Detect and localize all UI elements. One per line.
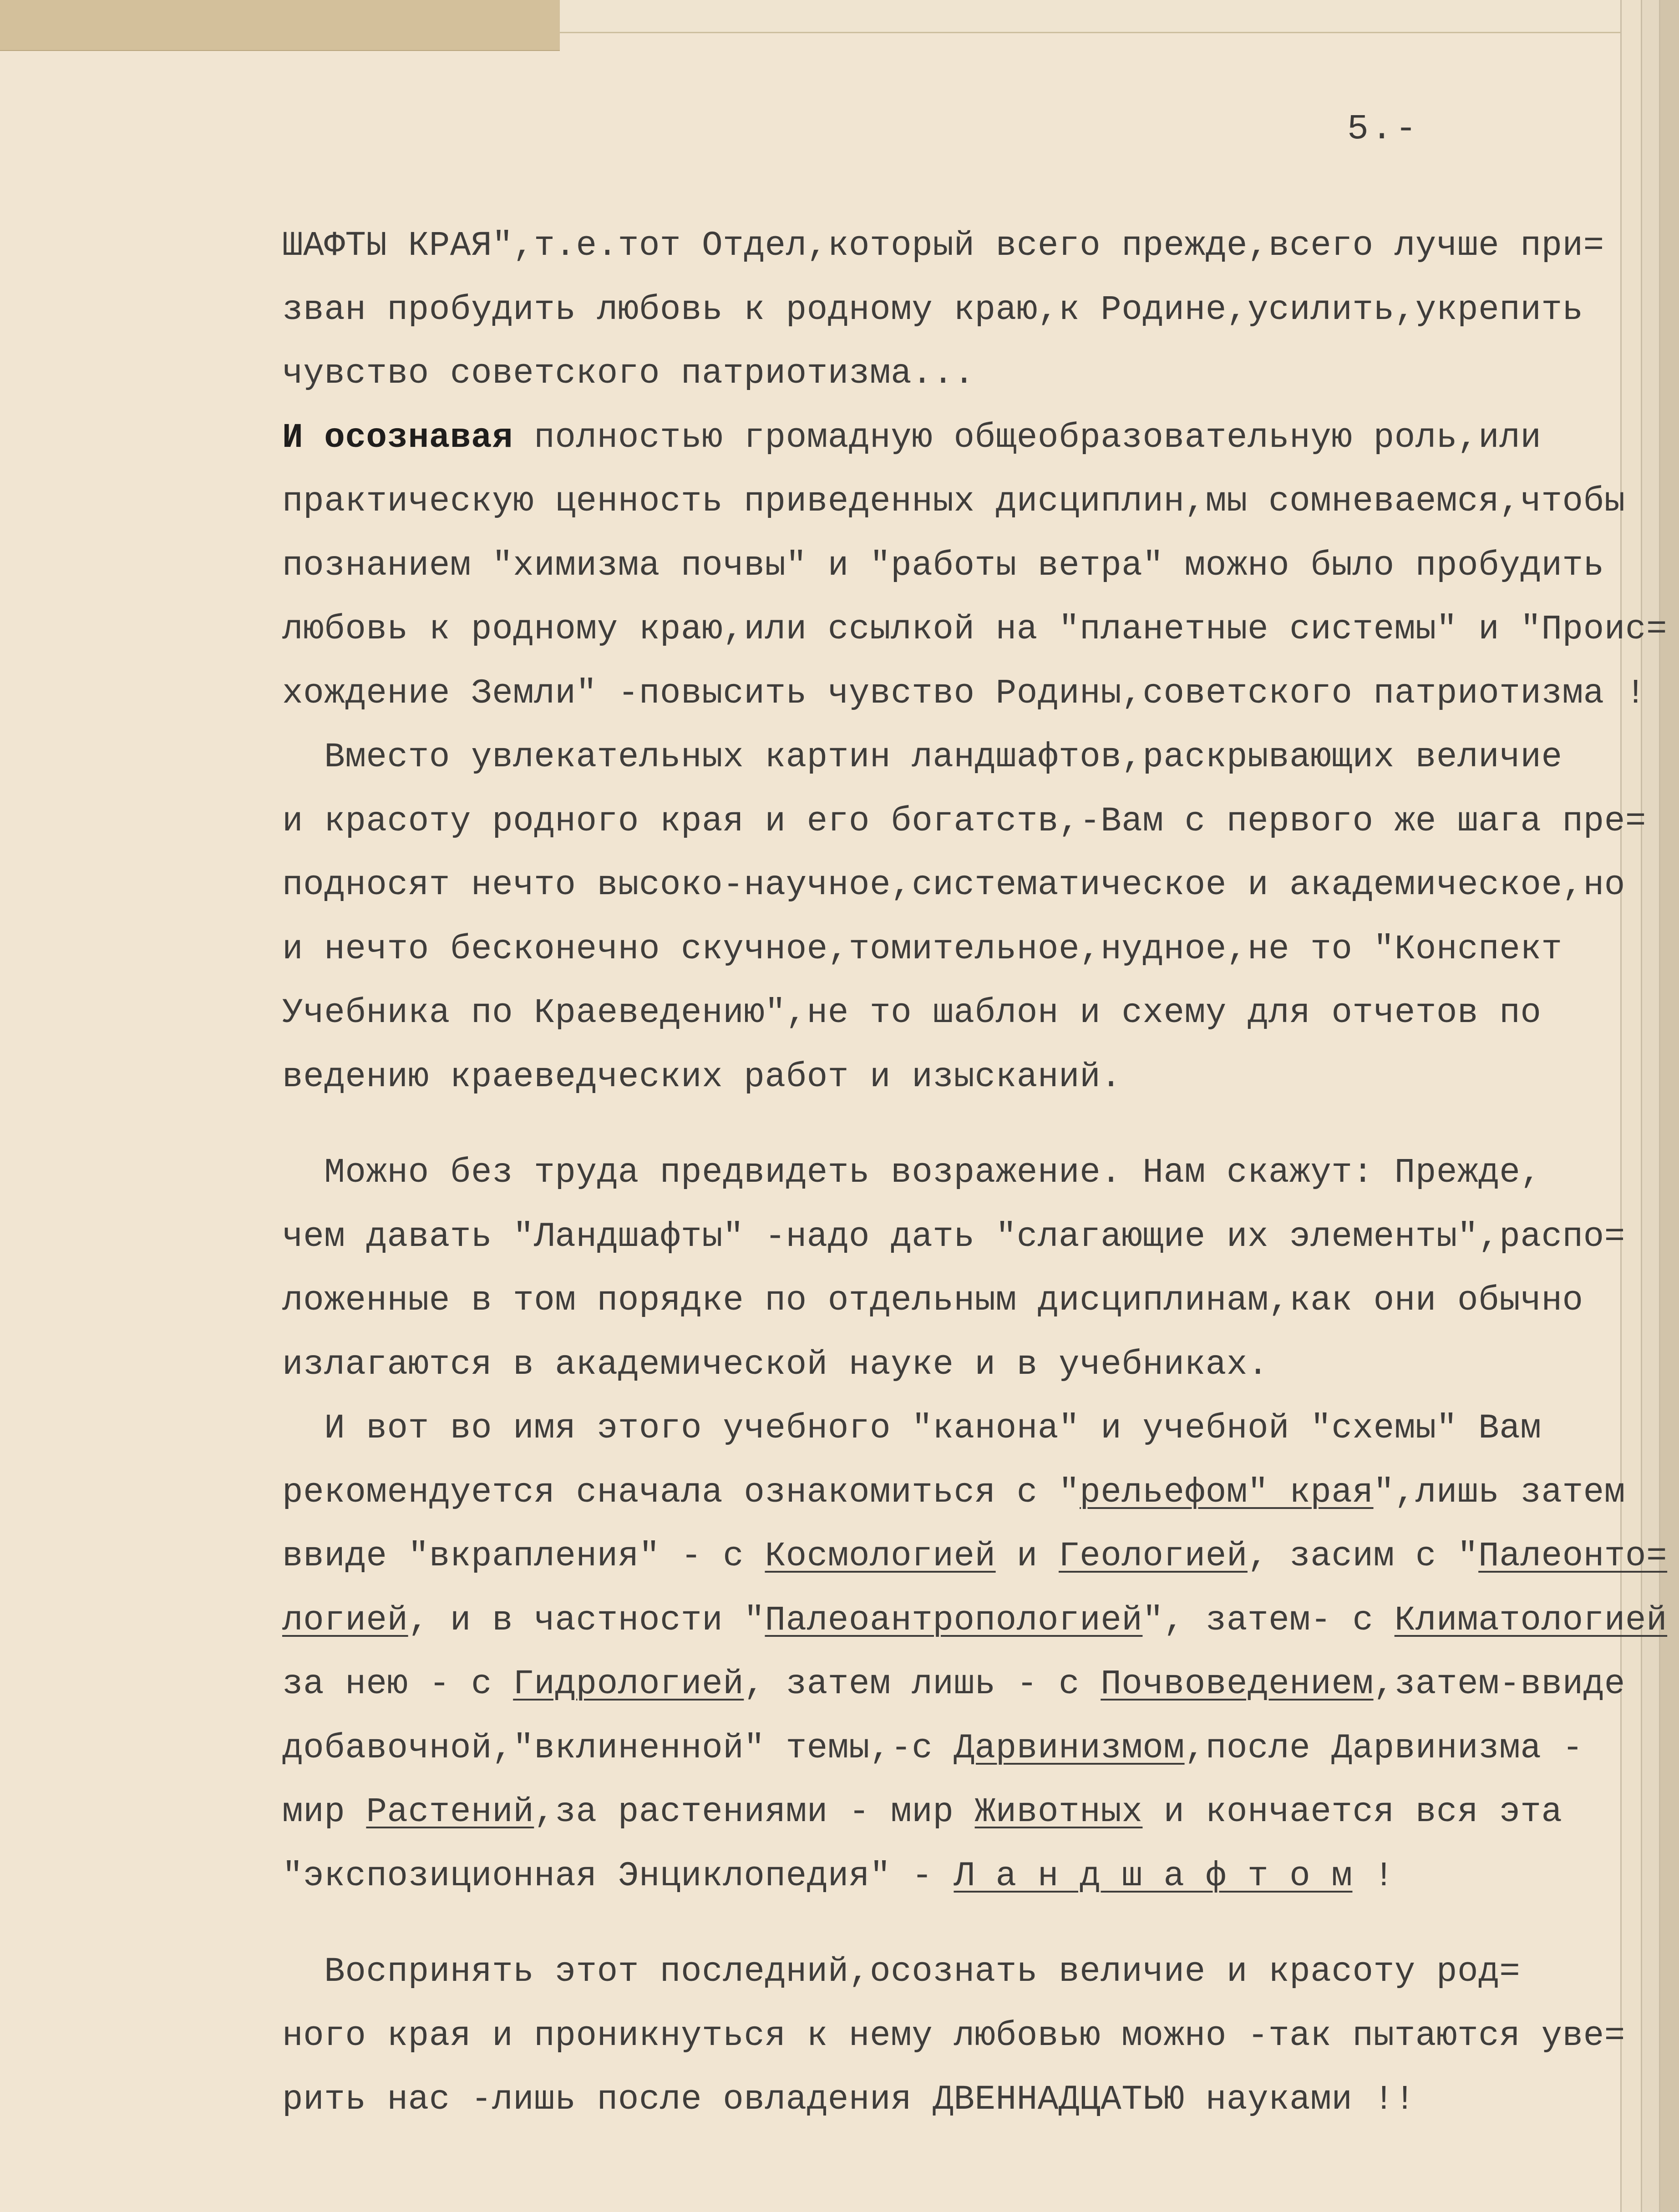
line-text: добавочной,"вклиненной" темы,-с <box>282 1728 954 1768</box>
page-number: 5.- <box>1347 109 1420 149</box>
text-line <box>282 1589 1668 1653</box>
underlined-term: Геологией <box>1059 1537 1248 1576</box>
line-text: познанием "химизма почвы" и "работы ветра" можно было пробудить <box>282 546 1604 585</box>
line-text: ного края и проникнуться к нему любовью можно -так пытаются уве= <box>282 2016 1625 2055</box>
text-line <box>282 790 1646 854</box>
text-line <box>282 2068 1625 2132</box>
underlined-term: Палеоантропологией <box>765 1600 1143 1640</box>
line-text: ! <box>1352 1856 1395 1896</box>
line-text: ,после Дарвинизма - <box>1184 1728 1583 1768</box>
text-line <box>282 1269 1625 1333</box>
line-text: любовь к родному краю,или ссылкой на "планетные системы" и "Проис= <box>282 610 1668 649</box>
underlined-term: Почвоведением <box>1101 1665 1374 1704</box>
underlined-term: Растений <box>366 1792 534 1832</box>
line-text: , затем лишь - с <box>744 1665 1101 1704</box>
line-text: излагаются в академической науке и в учебниках. <box>282 1345 1269 1384</box>
underlined-term: Гидрологией <box>513 1665 744 1704</box>
line-text: ,за растениями - мир <box>534 1792 975 1832</box>
typewritten-body <box>282 214 1668 2132</box>
underlined-term: Дарвинизмом <box>954 1728 1185 1768</box>
line-text: Вместо увлекательных картин ландшафтов,раскрывающих величие <box>282 738 1562 777</box>
text-line <box>282 853 1625 917</box>
text-line <box>282 1333 1625 1397</box>
text-line <box>282 597 1668 662</box>
text-line <box>282 1141 1625 1205</box>
text-line <box>282 1524 1668 1589</box>
underlined-term: рельефом" края <box>1080 1473 1374 1512</box>
text-line <box>282 214 1625 278</box>
stacked-sheet-edge <box>1659 0 1679 2212</box>
line-text: ",лишь затем <box>1373 1473 1625 1512</box>
line-text: ложенные в том порядке по отдельным дисциплинам,как они обычно <box>282 1281 1583 1320</box>
underlined-term: Л а н д ш а ф т о м <box>954 1856 1353 1896</box>
line-text: за нею - с <box>282 1665 513 1704</box>
line-text: рить нас -лишь после овладения ДВЕННАДЦАТЬЮ науками !! <box>282 2080 1415 2119</box>
text-line <box>282 342 1625 406</box>
text-line <box>282 2004 1625 2068</box>
line-text: и кончается вся эта <box>1142 1792 1562 1832</box>
top-sheet-edge <box>560 0 1620 33</box>
text-line <box>282 725 1625 790</box>
text-line <box>282 1716 1625 1781</box>
line-text: ведению краеведческих работ и изысканий. <box>282 1057 1122 1097</box>
underlined-term: логией <box>282 1600 408 1640</box>
line-text: ", затем- с <box>1142 1600 1395 1640</box>
line-text: и нечто бесконечно скучное,томительное,нудное,не то "Конспект <box>282 929 1562 969</box>
line-text: хождение Земли" -повысить чувство Родины,советского патриотизма ! <box>282 673 1646 713</box>
text-line <box>282 534 1625 598</box>
text-line <box>282 1397 1625 1461</box>
text-line <box>282 1844 1625 1908</box>
text-line <box>282 981 1625 1045</box>
underlined-term: Палеонто= <box>1478 1537 1668 1576</box>
line-text: , засим с " <box>1247 1537 1479 1576</box>
line-text: рекомендуется сначала ознакомиться с " <box>282 1473 1080 1512</box>
top-paper-strip <box>0 0 560 51</box>
line-text: мир <box>282 1792 366 1832</box>
line-text: ,затем-ввиде <box>1373 1665 1625 1704</box>
stacked-sheet-edge <box>1641 0 1660 2212</box>
text-line <box>282 662 1646 726</box>
text-line <box>282 1940 1625 2004</box>
underlined-term: Животных <box>974 1792 1143 1832</box>
underlined-term: Космологией <box>765 1537 996 1576</box>
line-text: "экспозиционная Энциклопедия" - <box>282 1856 954 1896</box>
line-text: полностью громадную общеобразовательную роль,или <box>513 418 1542 457</box>
text-line <box>282 1461 1625 1525</box>
line-text: чем давать "Ландшафты" -надо дать "слагающие их элементы",распо= <box>282 1217 1625 1256</box>
text-line <box>282 1652 1625 1716</box>
line-text: и красоту родного края и его богатств,-Вам с первого же шага пре= <box>282 801 1646 841</box>
line-text: ШАФТЫ КРАЯ",т.е.тот Отдел,который всего прежде,всего лучше при= <box>282 226 1604 265</box>
paragraph-gap <box>282 1109 1625 1141</box>
paragraph-gap <box>282 1908 1625 1940</box>
line-text: И вот во имя этого учебного "канона" и учебной "схемы" Вам <box>282 1409 1542 1448</box>
line-text: и <box>995 1537 1059 1576</box>
line-text: , и в частности " <box>408 1600 765 1640</box>
line-text: Воспринять этот последний,осознать величие и красоту род= <box>282 1952 1521 1991</box>
line-text: Учебника по Краеведению",не то шаблон и схему для отчетов по <box>282 993 1542 1033</box>
line-text: ввиде "вкрапления" - с <box>282 1537 765 1576</box>
text-line <box>282 1045 1625 1109</box>
bold-text: И осознавая <box>282 418 513 457</box>
text-line <box>282 406 1625 470</box>
line-text: практическую ценность приведенных дисциплин,мы сомневаемся,чтобы <box>282 482 1625 521</box>
underlined-term: Климатологией <box>1394 1600 1668 1640</box>
text-line <box>282 917 1625 982</box>
line-text: зван пробудить любовь к родному краю,к Родине,усилить,укрепить <box>282 290 1583 329</box>
text-line <box>282 1780 1625 1844</box>
text-line <box>282 278 1625 342</box>
line-text: чувство советского патриотизма... <box>282 354 975 393</box>
line-text: Можно без труда предвидеть возражение. Нам скажут: Прежде, <box>282 1153 1542 1192</box>
text-line <box>282 1205 1625 1269</box>
text-line <box>282 470 1625 534</box>
line-text: подносят нечто высоко-научное,систематическое и академическое,но <box>282 866 1625 905</box>
